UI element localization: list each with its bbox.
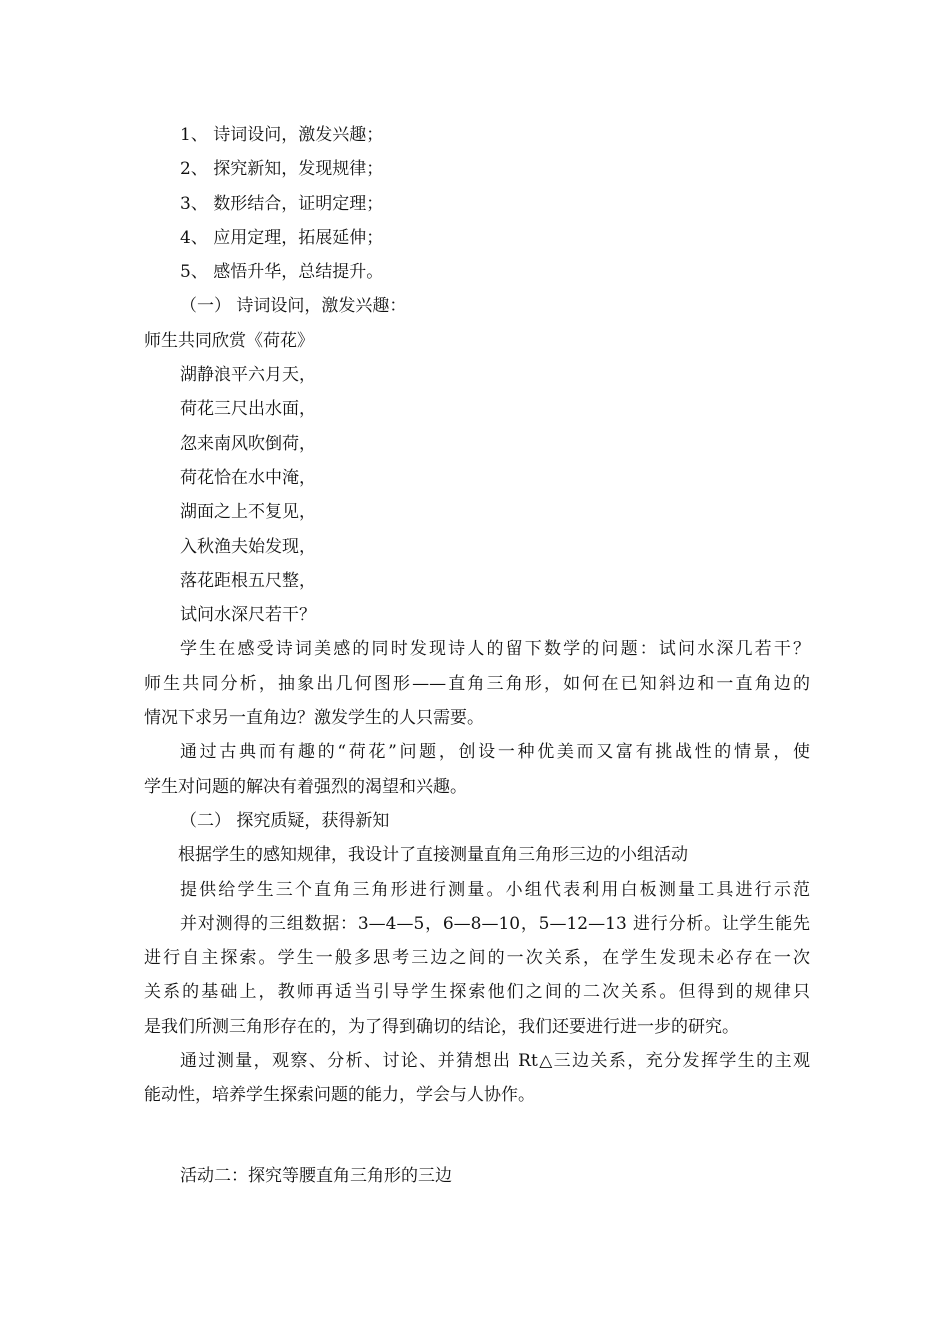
paragraph-line: 情况下求另一直角边？激发学生的人只需要。 [144,708,484,729]
section2-paragraph-1 [144,873,810,1044]
poem-line: 荷花恰在水中淹， [180,467,316,488]
paragraph-line: 是我们所测三角形存在的，为了得到确切的结论，我们还要进行进一步的研究。 [144,1016,739,1037]
poem-line: 入秋渔夫始发现， [180,536,316,557]
activity2-heading: 活动二：探究等腰直角三角形的三边 [180,1165,452,1186]
paragraph-line: 通过测量，观察、分析、讨论、并猜想出 Rt△三边关系，充分发挥学生的主观 [180,1051,810,1072]
paragraph-line: 学生在感受诗词美感的同时发现诗人的留下数学的问题：试问水深几若干？ [180,639,810,660]
section1-paragraph-2 [144,735,810,804]
paragraph-line: 关系的基础上，教师再适当引导学生探索他们之间的二次关系。但得到的规律只 [144,982,810,1003]
section1-paragraph-1 [144,632,810,735]
outline-item: 5、 感悟升华，总结提升。 [180,262,384,283]
poem-line: 湖静浪平六月天， [180,365,316,386]
section2-heading: （二） 探究质疑，获得新知 [180,810,390,831]
poem-line: 忽来南风吹倒荷， [180,433,316,454]
section2-intro-line: 根据学生的感知规律，我设计了直接测量直角三角形三边的小组活动 [178,845,688,866]
paragraph-line: 师生共同分析，抽象出几何图形——直角三角形，如何在已知斜边和一直角边的 [144,673,810,694]
outline-item: 2、 探究新知，发现规律； [180,159,384,180]
poem [144,358,810,632]
blank-line [144,1113,810,1159]
poem-line: 落花距根五尺整， [180,570,316,591]
paragraph-line: 能动性，培养学生探索问题的能力，学会与人协作。 [144,1085,535,1106]
paragraph-line: 并对测得的三组数据：3—4—5，6—8—10，5—12—13 进行分析。让学生能先 [180,913,810,934]
document-body [144,118,810,1193]
paragraph-line: 进行自主探索。学生一般多思考三边之间的一次关系，在学生发现未必存在一次 [144,948,810,969]
poem-intro: 师生共同欣赏《荷花》 [144,330,314,351]
outline-list [144,118,810,289]
paragraph-line: 提供给学生三个直角三角形进行测量。小组代表利用白板测量工具进行示范 [180,879,810,900]
outline-item: 1、 诗词设问，激发兴趣； [180,125,384,145]
poem-line: 试问水深尺若干？ [180,605,316,626]
section2-paragraph-2 [144,1044,810,1113]
poem-line: 湖面之上不复见， [180,502,316,523]
poem-line: 荷花三尺出水面， [180,399,316,420]
paragraph-line: 通过古典而有趣的“荷花”问题，创设一种优美而又富有挑战性的情景，使 [180,742,810,763]
paragraph-line: 学生对问题的解决有着强烈的渴望和兴趣。 [144,776,467,797]
section1-heading: （一） 诗词设问，激发兴趣： [180,296,407,317]
outline-item: 3、 数形结合，证明定理； [180,193,384,214]
outline-item: 4、 应用定理，拓展延伸； [180,227,384,248]
